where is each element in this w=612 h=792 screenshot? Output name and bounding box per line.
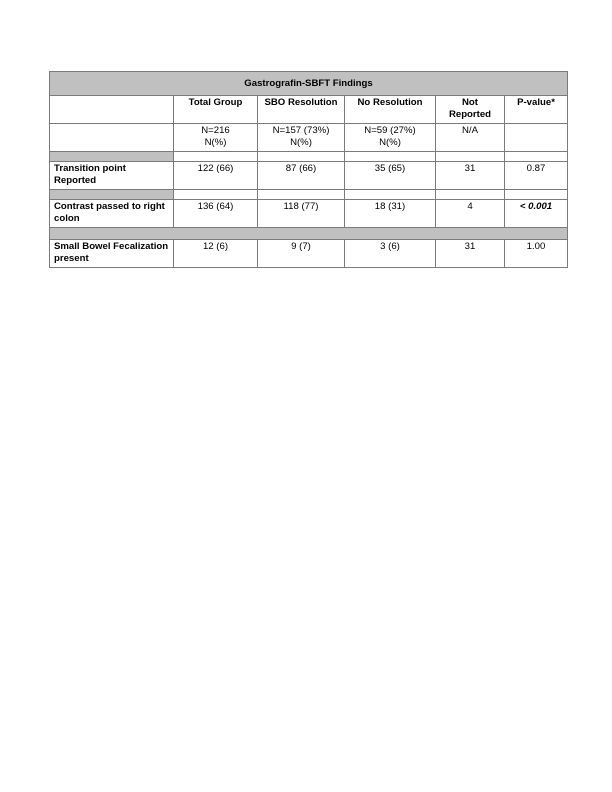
n-total-unit: N(%): [204, 137, 227, 148]
row-not-reported: 31: [436, 162, 505, 190]
header-sbo-resolution: SBO Resolution: [258, 96, 345, 124]
row-total: 12 (6): [174, 240, 258, 268]
row-not-reported: 31: [436, 240, 505, 268]
separator-row-full: [50, 228, 568, 240]
row-label: Transition point Reported: [50, 162, 174, 190]
n-pvalue-empty: [505, 124, 568, 152]
header-p-value: P-value*: [505, 96, 568, 124]
n-nores: N=59 (27%): [364, 125, 416, 136]
table-row: [50, 162, 568, 190]
header-no-resolution: No Resolution: [345, 96, 436, 124]
row-sbo: 118 (77): [258, 200, 345, 228]
row-label: Small Bowel Fecalization present: [50, 240, 174, 268]
row-sbo: 87 (66): [258, 162, 345, 190]
row-total: 122 (66): [174, 162, 258, 190]
row-pvalue-significant: < 0.001: [505, 200, 568, 228]
row-nores: 18 (31): [345, 200, 436, 228]
table-row: [50, 200, 568, 228]
table-row: [50, 240, 568, 268]
row-nores: 3 (6): [345, 240, 436, 268]
row-total: 136 (64): [174, 200, 258, 228]
n-total: N=216: [201, 125, 230, 136]
header-not-reported: Not Reported: [436, 96, 505, 124]
separator-row: [50, 152, 568, 162]
row-nores: 35 (65): [345, 162, 436, 190]
findings-table: [49, 71, 568, 268]
n-not-reported: N/A: [436, 124, 505, 152]
row-not-reported: 4: [436, 200, 505, 228]
header-cell-empty: [50, 96, 174, 124]
n-sbo: N=157 (73%): [272, 125, 330, 136]
row-label: Contrast passed to right colon: [50, 200, 174, 228]
n-row-empty: [50, 124, 174, 152]
row-sbo: 9 (7): [258, 240, 345, 268]
n-nores-cell: [345, 124, 436, 152]
table-title: Gastrografin-SBFT Findings: [50, 72, 568, 96]
row-pvalue: 0.87: [505, 162, 568, 190]
n-sbo-cell: [258, 124, 345, 152]
n-row: [50, 124, 568, 152]
row-pvalue: 1.00: [505, 240, 568, 268]
n-total-cell: [174, 124, 258, 152]
table-title-row: [50, 72, 568, 96]
n-sbo-unit: N(%): [290, 137, 312, 148]
header-total-group: Total Group: [174, 96, 258, 124]
header-row: [50, 96, 568, 124]
separator-row: [50, 190, 568, 200]
n-nores-unit: N(%): [379, 137, 401, 148]
